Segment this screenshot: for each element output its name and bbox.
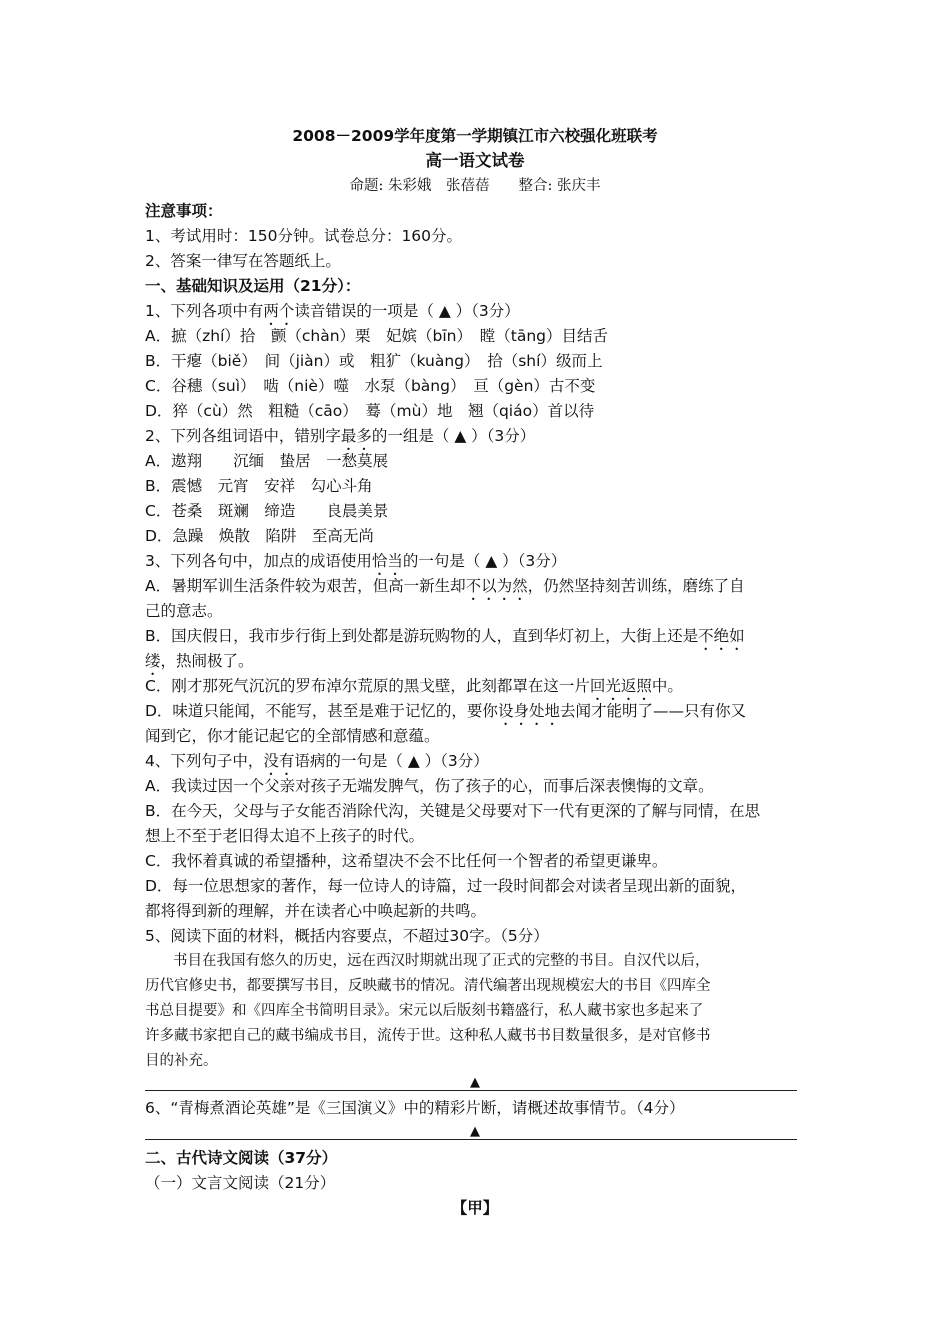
q1-option-a: A．摭（zhí）拾 颤（chàn）栗 妃嫔（bīn） 瞠（tāng）目结舌 xyxy=(145,327,608,345)
section1-heading: 一、基础知识及运用（21分）： xyxy=(145,277,361,295)
q4-option-c: C．我怀着真诚的希望播种，这希望决不会不比任何一个智者的希望更谦卑。 xyxy=(145,852,668,870)
q5-passage-line-2: 历代官修史书，都要撰写书目，反映藏书的情况。清代编著出现规模宏大的书目《四库全 xyxy=(145,978,711,994)
note-item-1: 1、考试用时：150分钟。试卷总分：160分。 xyxy=(145,227,463,245)
q1-stem: 1、下列各项中有两个读音错误的一项是（ ▲ ）（3分） xyxy=(145,302,520,320)
section2-heading: 二、古代诗文阅读（37分） xyxy=(145,1149,338,1167)
q2-option-c: C．苍桑 斑斓 缔造 良晨美景 xyxy=(145,502,389,520)
q3-stem: 3、下列各句中，加点的成语使用恰当的一句是（ ▲ ）（3分） xyxy=(145,552,567,570)
q4-stem: 4、下列句子中，没有语病的一句是（ ▲ ）（3分） xyxy=(145,752,489,770)
q1-option-b: B．干瘪（biě） 间（jiàn）或 粗犷（kuàng） 拾（shí）级而上 xyxy=(145,352,603,370)
q5-passage-line-1: 书目在我国有悠久的历史，远在西汉时期就出现了正式的完整的书目。自汉代以后， xyxy=(173,953,710,969)
q4-option-d: D．每一位思想家的著作，每一位诗人的诗篇，过一段时间都会对读者呈现出新的面貌， xyxy=(145,877,746,895)
q3-option-a-cont: 己的意志。 xyxy=(145,602,223,620)
q2-option-a: A．遨翔 沉缅 蛰居 一愁莫展 xyxy=(145,452,389,470)
exam-subtitle: 高一语文试卷 xyxy=(425,151,525,170)
exam-authors: 命题: 朱彩娥 张蓓蓓 整合: 张庆丰 xyxy=(349,178,601,194)
q6-answer-line[interactable] xyxy=(145,1139,797,1140)
q3-option-d: D．味道只能闻，不能写，甚至是难于记忆的，要你设身处地去闻才能明了——只有你又 xyxy=(145,702,746,720)
q4-option-a: A．我读过因一个父亲对孩子无端发脾气，伤了孩子的心，而事后深表懊悔的文章。 xyxy=(145,777,714,795)
q2-option-d: D．急躁 焕散 陷阱 至高无尚 xyxy=(145,527,374,545)
note-item-2: 2、答案一律写在答题纸上。 xyxy=(145,252,341,270)
q3-option-a: A．暑期军训生活条件较为艰苦，但高一新生却不以为然，仍然坚持刻苦训练，磨练了自 xyxy=(145,577,745,595)
q5-passage-line-3: 书总目提要》和《四库全书简明目录》。宋元以后版刻书籍盛行，私人藏书家也多起来了 xyxy=(145,1003,704,1019)
q1-option-d: D．猝（cù）然 粗糙（cāo） 蓦（mù）地 翘（qiáo）首以待 xyxy=(145,402,595,420)
q5-answer-mark: ▲ xyxy=(470,1075,480,1090)
q3-option-b: B．国庆假日，我市步行街上到处都是游玩购物的人，直到华灯初上，大街上还是不绝如 xyxy=(145,627,745,645)
q2-stem: 2、下列各组词语中，错别字最多的一组是（ ▲ ）（3分） xyxy=(145,427,536,445)
q4-option-d-cont: 都将得到新的理解，并在读者心中唤起新的共鸣。 xyxy=(145,902,487,920)
q3-option-d-cont: 闻到它，你才能记起它的全部情感和意蕴。 xyxy=(145,727,440,745)
exam-title: 2008－2009学年度第一学期镇江市六校强化班联考 xyxy=(292,127,658,145)
q5-passage-line-5: 目的补充。 xyxy=(145,1053,218,1069)
q5-passage-line-4: 许多藏书家把自己的藏书编成书目，流传于世。这种私人藏书书目数量很多，是对官修书 xyxy=(145,1028,711,1044)
q5-answer-line[interactable] xyxy=(145,1090,797,1091)
q5-stem: 5、阅读下面的材料，概括内容要点，不超过30字。（5分） xyxy=(145,927,549,945)
passage-label: 【甲】 xyxy=(451,1199,499,1217)
q4-option-b-cont: 想上不至于老旧得太追不上孩子的时代。 xyxy=(145,827,425,845)
q2-option-b: B．震憾 元宵 安祥 勾心斗角 xyxy=(145,477,373,495)
q3-option-c: C．刚才那死气沉沉的罗布淖尔荒原的黑戈壁，此刻都罩在这一片回光返照中。 xyxy=(145,677,683,695)
q6-stem: 6、“青梅煮酒论英雄”是《三国演义》中的精彩片断，请概述故事情节。（4分） xyxy=(145,1099,685,1117)
q4-option-b: B．在今天，父母与子女能否消除代沟，关键是父母要对下一代有更深的了解与同情，在思 xyxy=(145,802,761,820)
q6-answer-mark: ▲ xyxy=(470,1124,480,1139)
q3-option-b-cont: 缕，热闹极了。 xyxy=(145,652,254,670)
notes-heading: 注意事项： xyxy=(145,202,223,220)
q1-option-c: C．谷穗（suì） 啮（niè）噬 水泵（bàng） 亘（gèn）古不变 xyxy=(145,377,596,395)
section2-subheading: （一）文言文阅读（21分） xyxy=(145,1174,336,1192)
